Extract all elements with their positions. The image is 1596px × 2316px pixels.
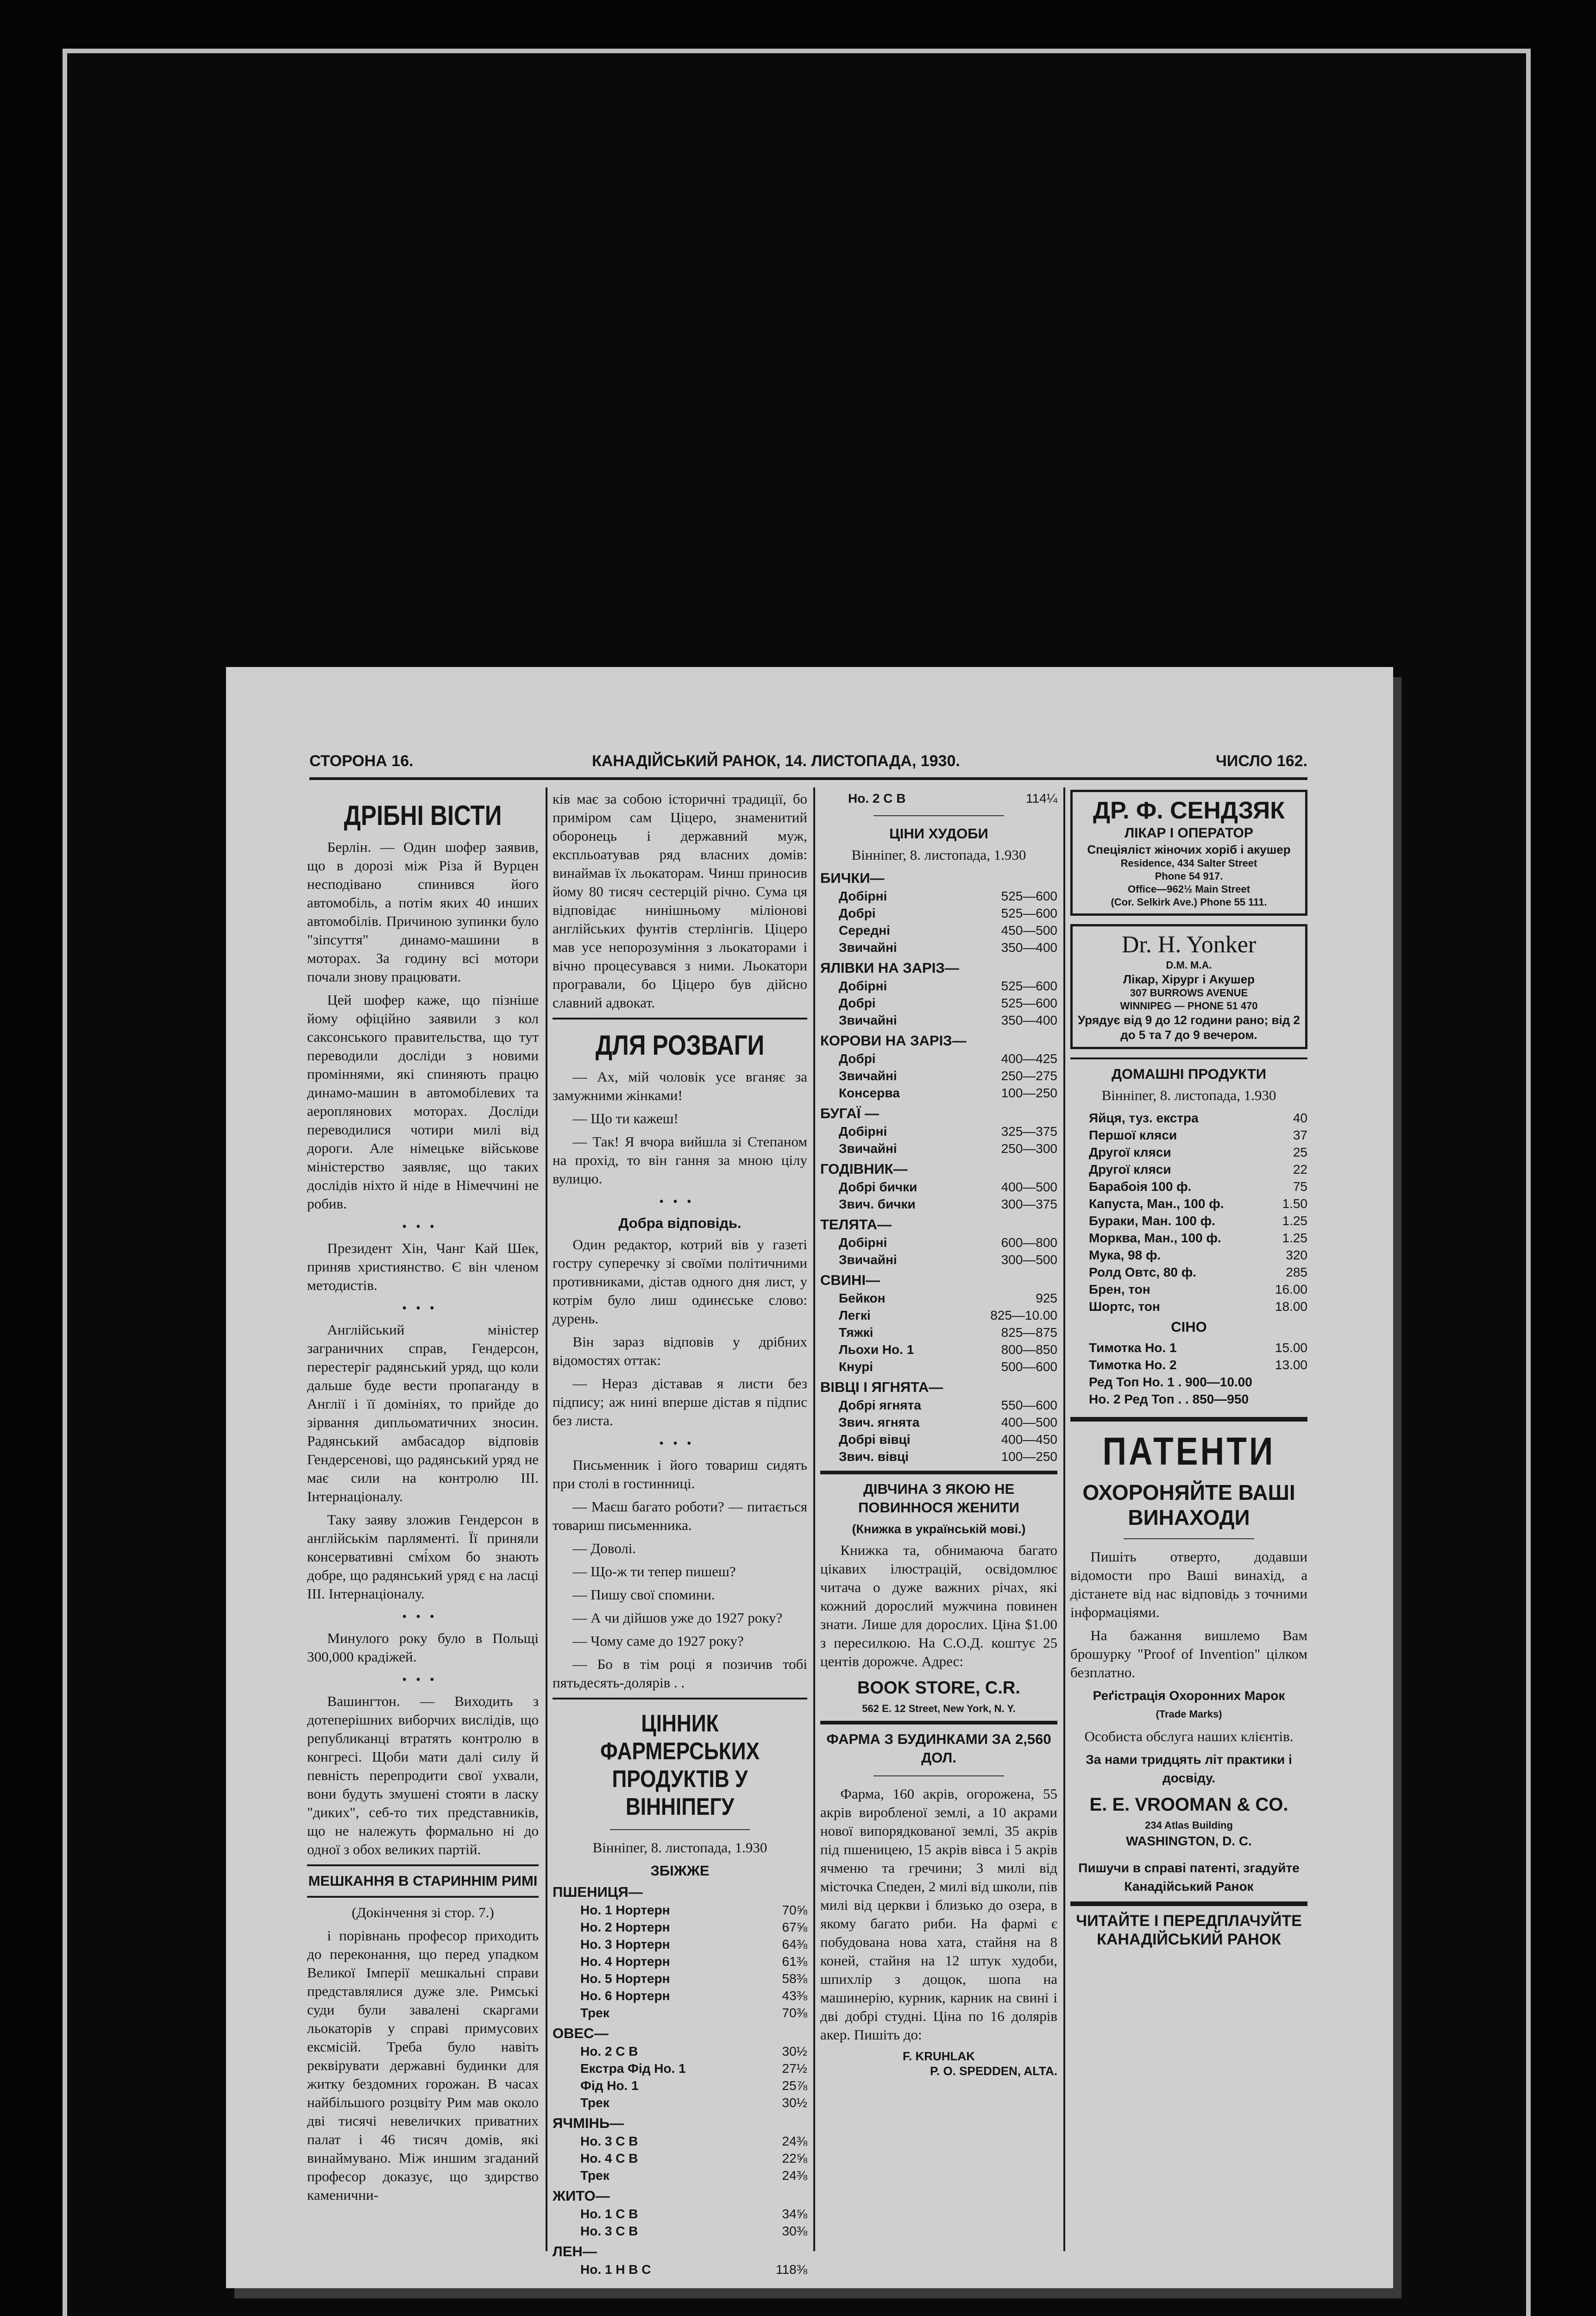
- issue-number: ЧИСЛО 162.: [1216, 752, 1307, 770]
- farm-ad-text: Фарма, 160 акрів, огорожена, 55 акрів виробленої землі, а 10 акрами нової випорядкованої землі, 35 акрів під пшеницею, 15 акрів вівса і 5 акрів ячменю та гречини; 3 милі від місточка Спеден, 2 милі від школи, пів милі від церкви і близько до озера, в якому багато риби. На фармі є побудована нова хата, стайня на 8 коней, стайня на 12 штук худоби, шпихлір з дощок, шопа на машинерію, курник, карник на свині і дві добрі студні. Ціна по 16 долярів акер. Пишіть до:: [820, 1786, 1057, 2043]
- price-row: Трек 70⅜: [580, 2006, 807, 2020]
- price-row: Добрі ягнята 550—600: [839, 1398, 1057, 1412]
- joke-line: — Нераз діставав я листи без підпису; аж нині вперше дістав я підпис без листа.: [553, 1375, 807, 1429]
- price-row: Бейкон 925: [839, 1291, 1057, 1305]
- divider: [1070, 1901, 1307, 1906]
- separator: •••: [402, 1301, 444, 1315]
- price-row: Звичайні 350—400: [839, 940, 1057, 955]
- column-2: [553, 790, 807, 2277]
- patents-text: Пишіть отверто, додавши відомости про Ваші винахід, а дістанете від нас відповідь з точними інформаціями.: [1070, 1548, 1307, 1620]
- livestock-category: БУГАЇ —: [820, 1105, 879, 1121]
- newspaper-page: [226, 667, 1393, 2288]
- section-title-produce: ДОМАШНІ ПРОДУКТИ: [1111, 1066, 1267, 1082]
- price-row: Трек 30½: [580, 2096, 807, 2110]
- price-row: Но. 4 Нортерн 61⅜: [580, 1954, 807, 1969]
- joke-line: — Чому саме до 1927 року?: [572, 1633, 744, 1649]
- patents-text: На бажання вишлемо Вам брошурку "Proof of Invention" цілком безплатно.: [1070, 1627, 1307, 1680]
- joke-line: — Що-ж ти тепер пишеш?: [572, 1563, 736, 1580]
- doctor-name: ДР. Ф. СЕНДЗЯК: [1093, 797, 1285, 824]
- price-row: Кнурі 500—600: [839, 1359, 1057, 1374]
- divider: [307, 1896, 539, 1898]
- doctor-name: Dr. H. Yonker: [1121, 931, 1257, 958]
- ad-doctor-sendziak: ДР. Ф. СЕНДЗЯК ЛІКАР І ОПЕРАТОР Спеціяліст жіночих хоріб і акушер Residence, 434 Salter Street Phone 54 917. Office—962½ Main Street (Cor. Selkirk Ave.) Phone 55 111.: [1070, 790, 1307, 916]
- price-row: Фід Но. 1 25⅞: [580, 2078, 807, 2093]
- headline-news: ДРІБНІ ВІСТИ: [344, 800, 502, 831]
- price-row: Но. 2 С В 30½: [580, 2044, 807, 2058]
- grain-category: ПШЕНИЦЯ—: [553, 1884, 643, 1900]
- price-row: Добрі бички 400—500: [839, 1180, 1057, 1194]
- price-row: Но. 3 С В 30⅜: [580, 2224, 807, 2238]
- rye-list: [553, 2205, 807, 2240]
- price-row: Добірні 525—600: [839, 889, 1057, 903]
- joke-subtitle: Добра відповідь.: [618, 1215, 741, 1231]
- price-row: Но. 1 Нортерн 70⅝: [580, 1903, 807, 1917]
- patents-trademark-note: (Trade Marks): [1156, 1708, 1222, 1720]
- grain-category: ОВЕС—: [553, 2025, 609, 2041]
- divider: [1070, 1417, 1307, 1422]
- separator: •••: [402, 1673, 444, 1687]
- column-3: [820, 790, 1057, 2251]
- price-row: Тяжкі 825—875: [839, 1325, 1057, 1340]
- patents-address: 234 Atlas Building: [1145, 1819, 1233, 1831]
- book-store-name: BOOK STORE, C.R.: [857, 1678, 1020, 1698]
- divider: [820, 1471, 1057, 1474]
- divider: [553, 1698, 807, 1699]
- ad-doctor-yonker: Dr. H. Yonker D.M. M.A. Лікар, Хірург і Акушер 307 BURROWS AVENUE WINNIPEG — PHONE 51 470 Урядує від 9 до 12 години рано; від 2 до 5 та 7 до 9 вечером.: [1070, 924, 1307, 1049]
- price-row: Звичайні 300—500: [839, 1252, 1057, 1267]
- price-row: Бураки, Ман. 100 ф. 1.25: [1089, 1214, 1307, 1228]
- joke-line: — Доволі.: [572, 1540, 636, 1556]
- separator: •••: [659, 1436, 701, 1451]
- price-row: Ред Топ Но. 1 . 900—10.00: [1089, 1375, 1252, 1389]
- book-ad-subtitle: (Книжка в українській мові.): [852, 1522, 1026, 1536]
- book-ad-text: Книжка та, обнимаюча багато цікавих ілюстрацій, освідомлює читача о дуже важних річах, які кожний дорослий мужчина повинен знати. Лише для дорослих. Ціна $1.00 з пересилкою. На С.О.Д. коштує 25 центів дорожче. Адрес:: [820, 1542, 1057, 1669]
- separator: •••: [402, 1610, 444, 1624]
- flax-list: [553, 2261, 807, 2278]
- joke-line: — Так! Я вчора вийшла зі Степаном на прохід, то він гання за мною цілу вулицю.: [553, 1133, 807, 1187]
- patents-address: WASHINGTON, D. C.: [1126, 1834, 1252, 1848]
- price-row: Но. 3 С В 24⅜: [580, 2134, 807, 2148]
- divider: [873, 815, 1004, 816]
- price-row: Консерва 100—250: [839, 1086, 1057, 1100]
- divider: [1070, 1057, 1307, 1059]
- article-paragraph: Таку заяву зложив Гендерсон в англійськім парляменті. Її приняли консервативні смі́хом бо знають добре, що радянський уряд є на ласці ІІІ. Інтернаціоналу.: [307, 1511, 539, 1602]
- price-row: Добрі 525—600: [839, 996, 1057, 1010]
- book-ad-title: ДІВЧИНА З ЯКОЮ НЕ ПОВИННОСЯ ЖЕНИТИ: [858, 1481, 1019, 1516]
- masthead: КАНАДІЙСЬКИЙ РАНОК, 14. ЛИСТОПАДА, 1930.: [592, 752, 960, 770]
- dateline: Вінніпег, 8. листопада, 1.930: [851, 847, 1026, 863]
- column-1: [307, 790, 539, 2251]
- separator: •••: [659, 1195, 701, 1209]
- price-row: Звич. ягнята 400—500: [839, 1415, 1057, 1429]
- separator: •••: [402, 1220, 444, 1234]
- continuation-note: (Докінчення зі стор. 7.): [352, 1904, 494, 1920]
- divider: [1124, 1538, 1254, 1539]
- price-row: Екстра Фід Но. 1 27½: [580, 2061, 807, 2076]
- dateline: Вінніпег, 8. листопада, 1.930: [1101, 1087, 1276, 1103]
- article-paragraph: Цей шофер каже, що пізніше йому офіційно заявили з кол саксонського правительства, що тут переводили досліди з новими проміннями, які спиняють працю динамо-машин в автомобілевих та аеропляновиx моторах. Досліди переводилися чотири милі від дороги. Але німецьке військове міністерство заявляє, що таких дослідів ніхто й ніде в Німеччині не робив.: [307, 992, 539, 1212]
- section-title-livestock: ЦІНИ ХУДОБИ: [889, 825, 988, 842]
- joke-line: Він зараз відповів у дрібних відомостях оттак:: [553, 1334, 807, 1368]
- joke-line: — Пишу свої спомини.: [572, 1586, 715, 1603]
- article-paragraph: Берлін. — Один шофер заявив, що в дорозі між Різа й Вурцен несподівано спинився його автомобіль, а потім яких 40 инших автомобілів. Причиною зупинки було "зіпсуття" динамо-машини в моторах. За годину всі мотори почали знову працювати.: [307, 839, 539, 985]
- column-rule: [546, 787, 547, 2251]
- price-row: Звичайні 250—300: [839, 1141, 1057, 1156]
- price-row: Ролд Овтс, 80 ф. 285: [1089, 1265, 1307, 1279]
- price-row: Першої кляси 37: [1089, 1128, 1307, 1142]
- page-number: СТОРОНА 16.: [309, 752, 414, 770]
- section-subtitle: ЗБІЖЖЕ: [650, 1863, 710, 1879]
- price-row: Капуста, Ман., 100 ф. 1.50: [1089, 1196, 1307, 1211]
- joke-line: — А чи дійшов уже до 1927 року?: [572, 1610, 783, 1626]
- contact-address: P. O. SPEDDEN, ALTA.: [930, 2064, 1057, 2078]
- price-row: Но. 5 Нортерн 58⅜: [580, 1971, 807, 1986]
- price-row: Звич. бички 300—375: [839, 1197, 1057, 1211]
- patents-experience: За нами тридцять літ практики і досвіду.: [1086, 1752, 1292, 1785]
- price-row: Другої кляси 22: [1089, 1162, 1307, 1177]
- article-paragraph: ків має за собою історичні традиції, бо приміром сам Ціцеро, знаменитий оборонець і державний муж, експльоатував ряд власних домів: винаймав їх льокаторам. Чинш приносив йому 80 тисяч сестерцій річно. Сума ця відповідає нинішньому міліонові англійських фунтів стерлінгів. Ціцеро мав усе непорозуміння з льокаторами і вічно процесувався з ними. Льокатори програвали, бо Ціцеро був дійсно славний адвокат.: [553, 791, 807, 1011]
- patents-mention: Пишучи в справі патенті, згадуйте Канадійський Ранок: [1078, 1861, 1300, 1894]
- joke-line: — Ах, мій чоловік усе вганяє за замужними жінками!: [553, 1069, 807, 1103]
- livestock-category: ГОДІВНИК—: [820, 1161, 908, 1177]
- price-row: Шортс, тон 18.00: [1089, 1299, 1307, 1314]
- divider: [873, 1775, 1004, 1776]
- wheat-list: [553, 1901, 807, 2021]
- patents-subtitle: ОХОРОНЯЙТЕ ВАШІ ВИНАХОДИ: [1082, 1480, 1295, 1529]
- book-store-address: 562 E. 12 Street, New York, N. Y.: [862, 1703, 1016, 1714]
- livestock-category: СВИНІ—: [820, 1272, 880, 1288]
- price-row: Добірні 325—375: [839, 1124, 1057, 1139]
- price-row: Трек 24⅜: [580, 2168, 807, 2183]
- article-paragraph: Англійський міністер заграничних справ, Гендерсон, перестеріг радянський уряд, що коли дальше буде вести пропаганду в Англії і її домініях, то прийде до зірвання дипльоматичних зносин. Радянський амбасадор відповів Гендерсенові, що радянський уряд не має сили на контролю ІІІ. Інтернаціоналу.: [307, 1322, 539, 1504]
- price-row: Но. 6 Нортерн 43⅜: [580, 1989, 807, 2003]
- divider: [610, 1829, 750, 1830]
- livestock-category: ЯЛІВКИ НА ЗАРІЗ—: [820, 960, 959, 976]
- contact-name: F. KRUHLAK: [903, 2049, 975, 2063]
- patents-trademark: Реґістрація Охоронних Марок: [1093, 1688, 1285, 1703]
- price-row: Звичайні 250—275: [839, 1069, 1057, 1083]
- price-row: Морква, Ман., 100 ф. 1.25: [1089, 1231, 1307, 1245]
- patents-text: Особиста обслуга наших клієнтів.: [1084, 1728, 1294, 1744]
- price-row: Добрі 400—425: [839, 1051, 1057, 1066]
- barley-list: [553, 2133, 807, 2184]
- price-row: Мука, 98 ф. 320: [1089, 1248, 1307, 1262]
- headline-humor: ДЛЯ РОЗВАГИ: [595, 1030, 765, 1061]
- price-row: Но. 3 Нортерн 64⅜: [580, 1937, 807, 1951]
- joke-line: Один редактор, котрий вів у газеті гостру суперечку зі своїми політичними противниками, дістав одного дня лист, у котрім було лиш одинєське слово: дурень.: [553, 1236, 807, 1327]
- patents-title: ПАТЕНТИ: [1102, 1429, 1276, 1473]
- price-row: Но. 4 С В 22⅝: [580, 2151, 807, 2165]
- price-row: Звич. вівці 100—250: [839, 1449, 1057, 1464]
- column-4: [1070, 790, 1307, 2251]
- divider: [553, 1018, 807, 1020]
- joke-line: Письменник і його товариш сидять при столі в гостинниці.: [553, 1457, 807, 1492]
- patents-firm: E. E. VROOMAN & CO.: [1089, 1794, 1288, 1815]
- price-row: Добрі 525—600: [839, 906, 1057, 920]
- price-row: Звичайні 350—400: [839, 1013, 1057, 1027]
- article-paragraph: Минулого року було в Польщі 300,000 крадіжей.: [307, 1630, 539, 1665]
- page-header: [309, 750, 1307, 780]
- article-paragraph: і порівнань професор приходить до переконання, що перед упадком Великої Імперії мешкальні справи представлялися дуже зле. Римські суди були завалені скаргами льокаторів у справі примусових ексмісій. Треба було навіть реквірувати державні будинки для житку бездомних горожан. В часах найбільшого розцвіту Рим мав около дві тисячі невеличких приватних палат і 46 тисяч домів, які винаймувано. Між иншим згаданий професор доказує, що здирство каменични-: [307, 1927, 539, 2203]
- price-row: Тимотка Но. 1 15.00: [1089, 1341, 1307, 1355]
- price-row: Легкі 825—10.00: [839, 1308, 1057, 1322]
- article-paragraph: Президент Хін, Чанг Кай Шек, приняв християнство. Є він членом методистів.: [307, 1240, 539, 1293]
- headline-rome: МЕШКАННЯ В СТАРИННІМ РИМІ: [308, 1873, 538, 1889]
- price-row: Льохи Но. 1 800—850: [839, 1342, 1057, 1357]
- joke-line: — Маєш багато роботи? — питається товариш письменника.: [553, 1498, 807, 1533]
- divider: [820, 1721, 1057, 1724]
- price-row: Но. 2 С В 114¼: [848, 791, 1057, 806]
- dateline: Вінніпег, 8. листопада, 1.930: [592, 1839, 767, 1856]
- price-row: Но. 1 Н В С 118⅜: [580, 2262, 807, 2277]
- column-rule: [1063, 787, 1065, 2251]
- price-row: Другої кляси 25: [1089, 1145, 1307, 1159]
- divider: [307, 1864, 539, 1866]
- article-paragraph: Вашингтон. — Виходить з дотеперішних виборчих вислідів, що републиканці втратять контролю в конгресі. Щоби мати далі силу й певність перепродити свої ухвали, вони будуть змушені стояти в ласку "диких", себ-то тих представників, що не належуть формально ні до одної з обох великих партій.: [307, 1693, 539, 1857]
- price-row: Добірні 600—800: [839, 1235, 1057, 1250]
- price-row: Брен, тон 16.00: [1089, 1282, 1307, 1296]
- price-row: Но. 1 С В 34⅝: [580, 2207, 807, 2221]
- price-row: Яйця, туз. екстра 40: [1089, 1111, 1307, 1125]
- column-rule: [813, 787, 815, 2251]
- price-row: Добрі вівці 400—450: [839, 1432, 1057, 1447]
- price-row: Середні 450—500: [839, 923, 1057, 938]
- price-row: Барабоія 100 ф. 75: [1089, 1179, 1307, 1194]
- livestock-category: ТЕЛЯТА—: [820, 1216, 892, 1233]
- headline-prices: ЦІННИК ФАРМЕРСЬКИХ ПРОДУКТІВ У ВІННІПЕГУ: [600, 1710, 760, 1820]
- joke-line: — Що ти кажеш!: [572, 1110, 679, 1127]
- farm-ad-title: ФАРМА З БУДИНКАМИ ЗА 2,560 ДОЛ.: [826, 1731, 1051, 1766]
- price-row: Но. 2 Нортерн 67⅝: [580, 1920, 807, 1934]
- joke-line: — Бо в тім році я позичив тобі пятьдесять-долярів . .: [553, 1656, 807, 1691]
- livestock-category: БИЧКИ—: [820, 870, 885, 886]
- price-row: Тимотка Но. 2 13.00: [1089, 1358, 1307, 1372]
- livestock-category: КОРОВИ НА ЗАРІЗ—: [820, 1032, 967, 1049]
- price-row: Но. 2 Ред Топ . . 850—950: [1089, 1392, 1249, 1406]
- grain-category: ЖИТО—: [553, 2188, 610, 2204]
- livestock-category: ВІВЦІ І ЯГНЯТА—: [820, 1379, 943, 1395]
- section-title-hay: СІНО: [1171, 1319, 1207, 1335]
- subscribe-footer: ЧИТАЙТЕ І ПЕРЕДПЛАЧУЙТЕ КАНАДІЙСЬКИЙ РАНОК: [1076, 1912, 1302, 1948]
- oats-list: [553, 2043, 807, 2111]
- price-row: Добірні 525—600: [839, 979, 1057, 993]
- grain-category: ЛЕН—: [553, 2243, 597, 2259]
- grain-category: ЯЧМІНЬ—: [553, 2115, 624, 2131]
